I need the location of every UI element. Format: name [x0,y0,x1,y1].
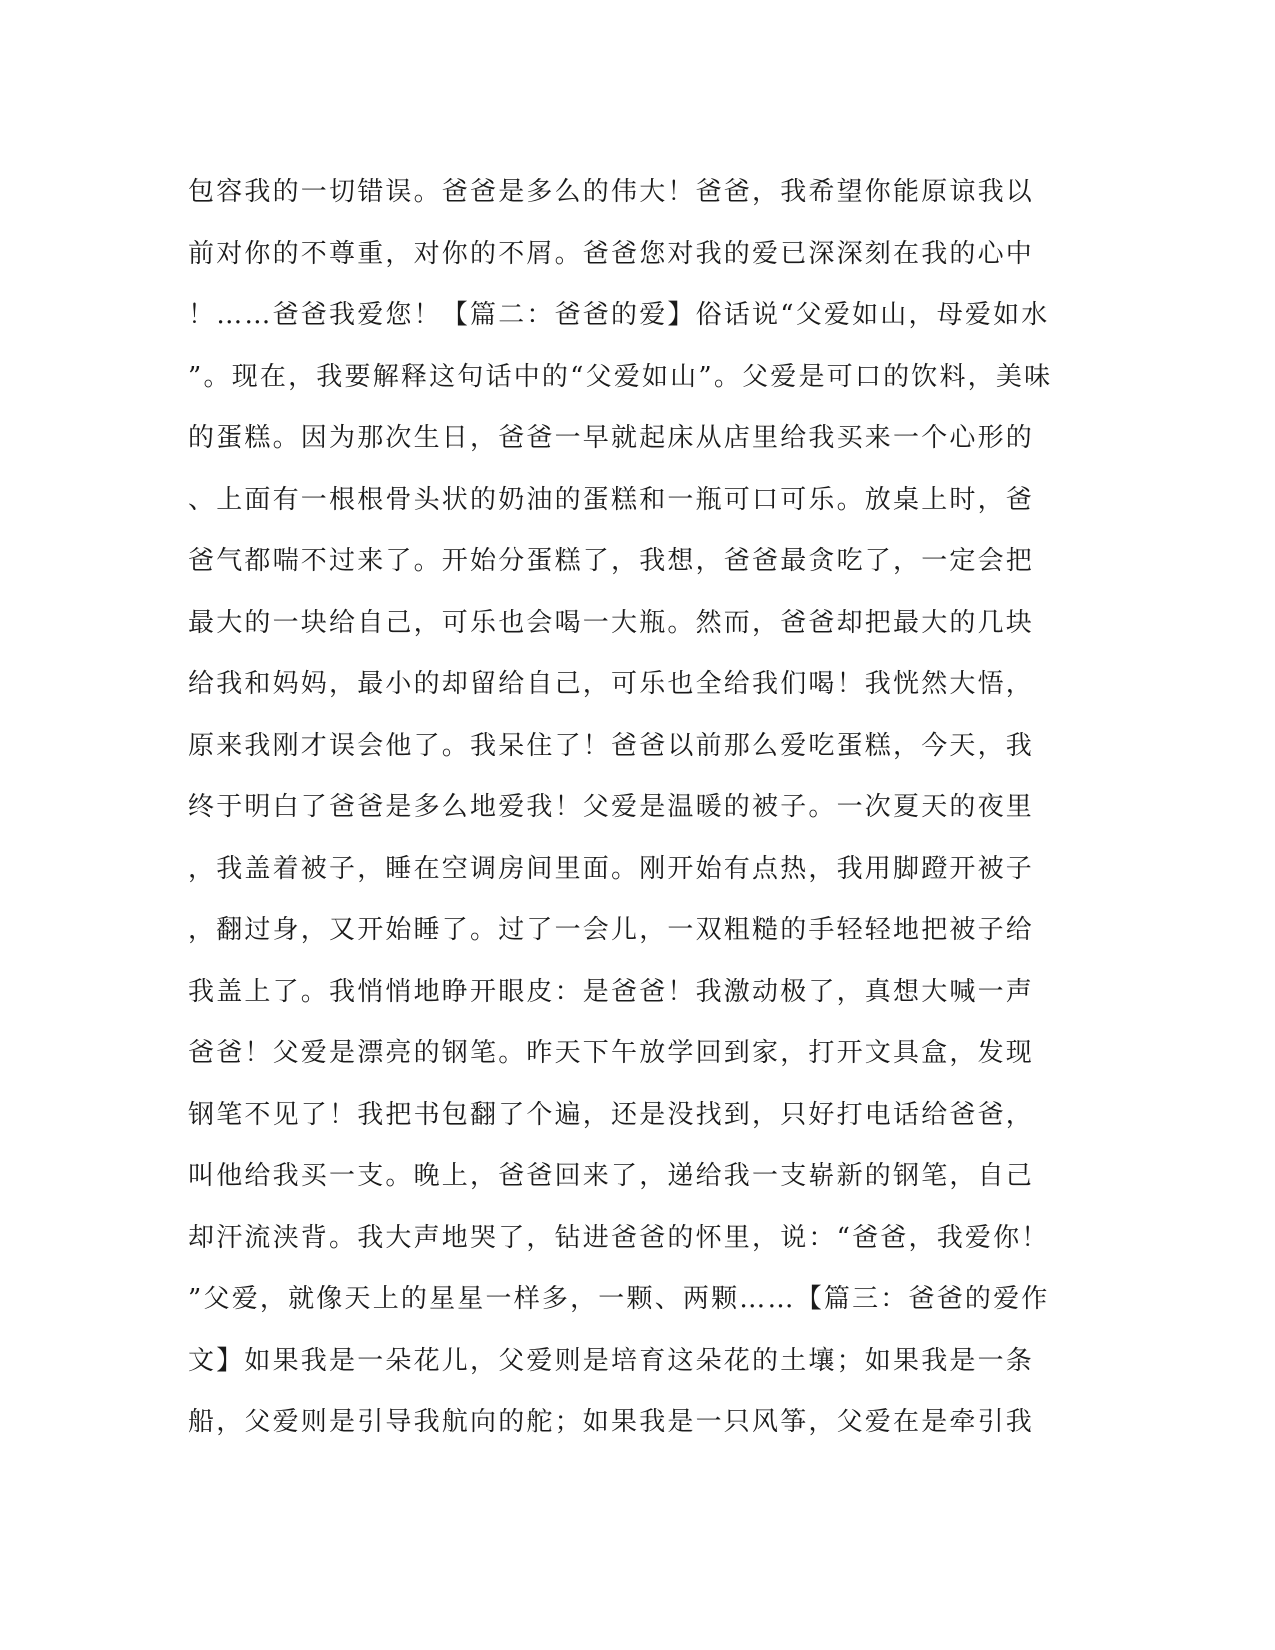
text-line: 包容我的一切错误。爸爸是多么的伟大！爸爸，我希望你能原谅我以 [188,177,1035,207]
text-line: 文】如果我是一朵花儿，父爱则是培育这朵花的土壤；如果我是一条 [188,1345,1035,1376]
body-text [188,162,1068,1454]
text-line: 、上面有一根根骨头状的奶油的蛋糕和一瓶可口可乐。放桌上时，爸 [188,484,1035,515]
text-line: 爸气都喘不过来了。开始分蛋糕了，我想，爸爸最贪吃了，一定会把 [188,546,1035,576]
text-line: ”父爱，就像天上的星星一样多，一颗、两颗……【篇三：爸爸的爱作 [188,1284,1050,1314]
text-line: 我盖上了。我悄悄地睁开眼皮：是爸爸！我激动极了，真想大喊一声 [188,976,1035,1007]
text-line: 给我和妈妈，最小的却留给自己，可乐也全给我们喝！我恍然大悟， [188,669,1035,699]
text-line: 爸爸！父爱是漂亮的钢笔。昨天下午放学回到家，打开文具盒，发现 [188,1038,1035,1068]
text-line: 最大的一块给自己，可乐也会喝一大瓶。然而，爸爸却把最大的几块 [188,607,1035,638]
text-line: 原来我刚才误会他了。我呆住了！爸爸以前那么爱吃蛋糕，今天，我 [188,730,1035,761]
text-line: ”。现在，我要解释这句话中的“父爱如山”。父爱是可口的饮料，美味 [188,361,1053,392]
text-line: 却汗流浃背。我大声地哭了，钻进爸爸的怀里，说：“爸爸，我爱你！ [188,1222,1050,1253]
text-line: 钢笔不见了！我把书包翻了个遍，还是没找到，只好打电话给爸爸， [188,1099,1035,1130]
text-line: 终于明白了爸爸是多么地爱我！父爱是温暖的被子。一次夏天的夜里 [188,792,1035,822]
text-line: 叫他给我买一支。晚上，爸爸回来了，递给我一支崭新的钢笔，自己 [188,1161,1035,1191]
text-line: 船，父爱则是引导我航向的舵；如果我是一只风筝，父爱在是牵引我 [188,1407,1035,1437]
text-line: ，我盖着被子，睡在空调房间里面。刚开始有点热，我用脚蹬开被子 [188,853,1035,884]
text-line: ！……爸爸我爱您！【篇二：爸爸的爱】俗话说“父爱如山，母爱如水 [188,300,1050,330]
text-line: 的蛋糕。因为那次生日，爸爸一早就起床从店里给我买来一个心形的 [188,423,1035,453]
text-line: ，翻过身，又开始睡了。过了一会儿，一双粗糙的手轻轻地把被子给 [188,915,1035,945]
text-line: 前对你的不尊重，对你的不屑。爸爸您对我的爱已深深刻在我的心中 [188,238,1035,269]
